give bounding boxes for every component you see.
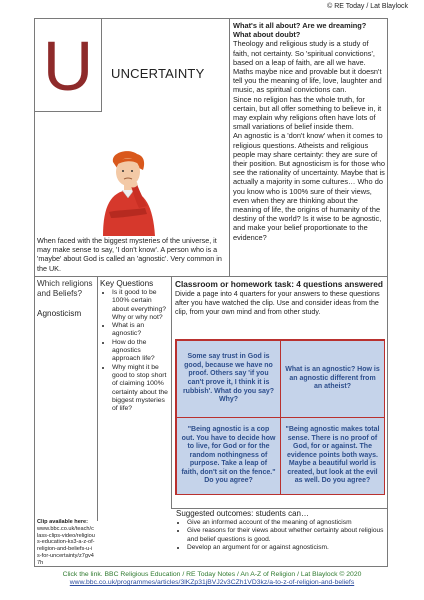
key-questions-column bbox=[100, 279, 170, 413]
religions-column bbox=[37, 279, 95, 566]
task-quarter-3: "Being agnostic is a cop out. You have to decide how to live, for God or for the random nothingness of purpose. Take a leap of faith, don't sit on the fence." Do you agree? bbox=[177, 418, 280, 494]
thinking-person-illustration bbox=[95, 148, 167, 236]
list-item: • How do the agnostics approach life? bbox=[112, 339, 170, 364]
list-item: • Why might it be good to stop short of claiming 100% certainty about the biggest mysteries of life? bbox=[112, 364, 170, 414]
list-item: • Give an informed account of the meaning of agnosticism bbox=[187, 519, 386, 527]
task-quarters-grid bbox=[175, 339, 385, 495]
clip-url[interactable]: www.bbc.co.uk/teach/class-clips-video/religious-education-ks3-a-z-of-religion-and-beliefs-u-is-for-uncertainty/z7gv47h bbox=[37, 525, 95, 566]
outcomes-section bbox=[176, 509, 386, 552]
footer-credits: Click the link. BBC Religious Education / RE Today Notes / An A-Z of Religion / Lat Blaylock © 2020 bbox=[62, 571, 362, 578]
intro-paragraph: Theology and religious study is a study of faith, not certainty. So 'spiritual convictions', based on a leap of faith, are all we have. Maths maybe nice and provable but it doesn't tell you the meaning of life, love, laughter and music, as spiritual convictions can. bbox=[233, 39, 382, 95]
topic-letter: U bbox=[42, 27, 94, 105]
task-column bbox=[175, 279, 386, 316]
clip-info bbox=[37, 519, 95, 567]
intro-paragraph: An agnostic is a 'don't know' when it comes to religious questions. Atheists and religious people may share certainty: they are sure of their position. But agnosticism is for those who see the rationality of uncertainty. Maybe that is actually a majority in some cultures… Who do you know who is 100% sure of their views, even when they are thinking about the meaning of life, the origins of humanity of the destiny of the world? Is it wise to be agnostic, and make your belief proportionate to the evidence? bbox=[233, 131, 385, 242]
divider bbox=[97, 277, 98, 521]
religion-item: Agnosticism bbox=[37, 309, 82, 318]
task-quarter-2: What is an agnostic? How is an agnostic different from an atheist? bbox=[281, 341, 384, 417]
footer bbox=[0, 571, 424, 588]
intro-questions: What's it all about? Are we dreaming? What about doubt? bbox=[233, 21, 367, 40]
footer-link[interactable]: www.bbc.co.uk/programmes/articles/3lKZp31jBVJ2v3CZh1VD3kz/a-to-z-of-religion-and-beliefs bbox=[69, 579, 355, 587]
divider bbox=[229, 19, 230, 277]
outcomes-heading: Suggested outcomes: students can… bbox=[176, 509, 309, 518]
list-item: • Is it good to be 100% certain about everything? Why or why not? bbox=[112, 289, 170, 322]
divider bbox=[35, 276, 387, 277]
outcomes-list bbox=[176, 519, 386, 552]
list-item: • Develop an argument for or against agnosticism. bbox=[187, 544, 386, 552]
task-quarter-4: "Being agnostic makes total sense. There is no proof of God, for or against. The evidence points both ways. Maybe a beautiful world is created, but look at the evil as well. Do you agree? bbox=[281, 418, 384, 494]
letter-box bbox=[35, 19, 102, 112]
task-title: Classroom or homework task: 4 questions answered bbox=[175, 279, 383, 289]
list-item: • Give reasons for their views about whether certainty about religious and belief questions is good. bbox=[187, 527, 386, 544]
list-item: • What is an agnostic? bbox=[112, 322, 170, 339]
topic-title: UNCERTAINTY bbox=[111, 66, 205, 81]
clip-label: Clip available here: bbox=[37, 519, 88, 525]
religions-heading: Which religions and Beliefs? bbox=[37, 279, 93, 298]
key-questions-list bbox=[100, 289, 170, 413]
intro-paragraph: Since no religion has the whole truth, for certain, but all offer something to believe in, it may explain why religions often have lots of small variations of belief inside them. bbox=[233, 94, 382, 132]
task-intro: Divide a page into 4 quarters for your answers to these questions after you have watched the clip. Use and consider ideas from the clip, from your own mind and from other study. bbox=[175, 290, 380, 316]
task-quarter-1: Some say trust in God is good, because we have no proof. Others say 'if you can't prove it, I think it is rubbish'. What do you say? Why? bbox=[177, 341, 280, 417]
intro-caption: When faced with the biggest mysteries of the universe, it may make sense to say, 'I don't know'. A person who is a 'maybe' about God is called an 'agnostic'. Very common in the UK. bbox=[37, 236, 222, 273]
divider bbox=[171, 277, 172, 509]
key-questions-heading: Key Questions bbox=[100, 279, 154, 288]
intro-text bbox=[233, 21, 385, 242]
copyright-notice: © RE Today / Lat Blaylock bbox=[327, 3, 408, 10]
